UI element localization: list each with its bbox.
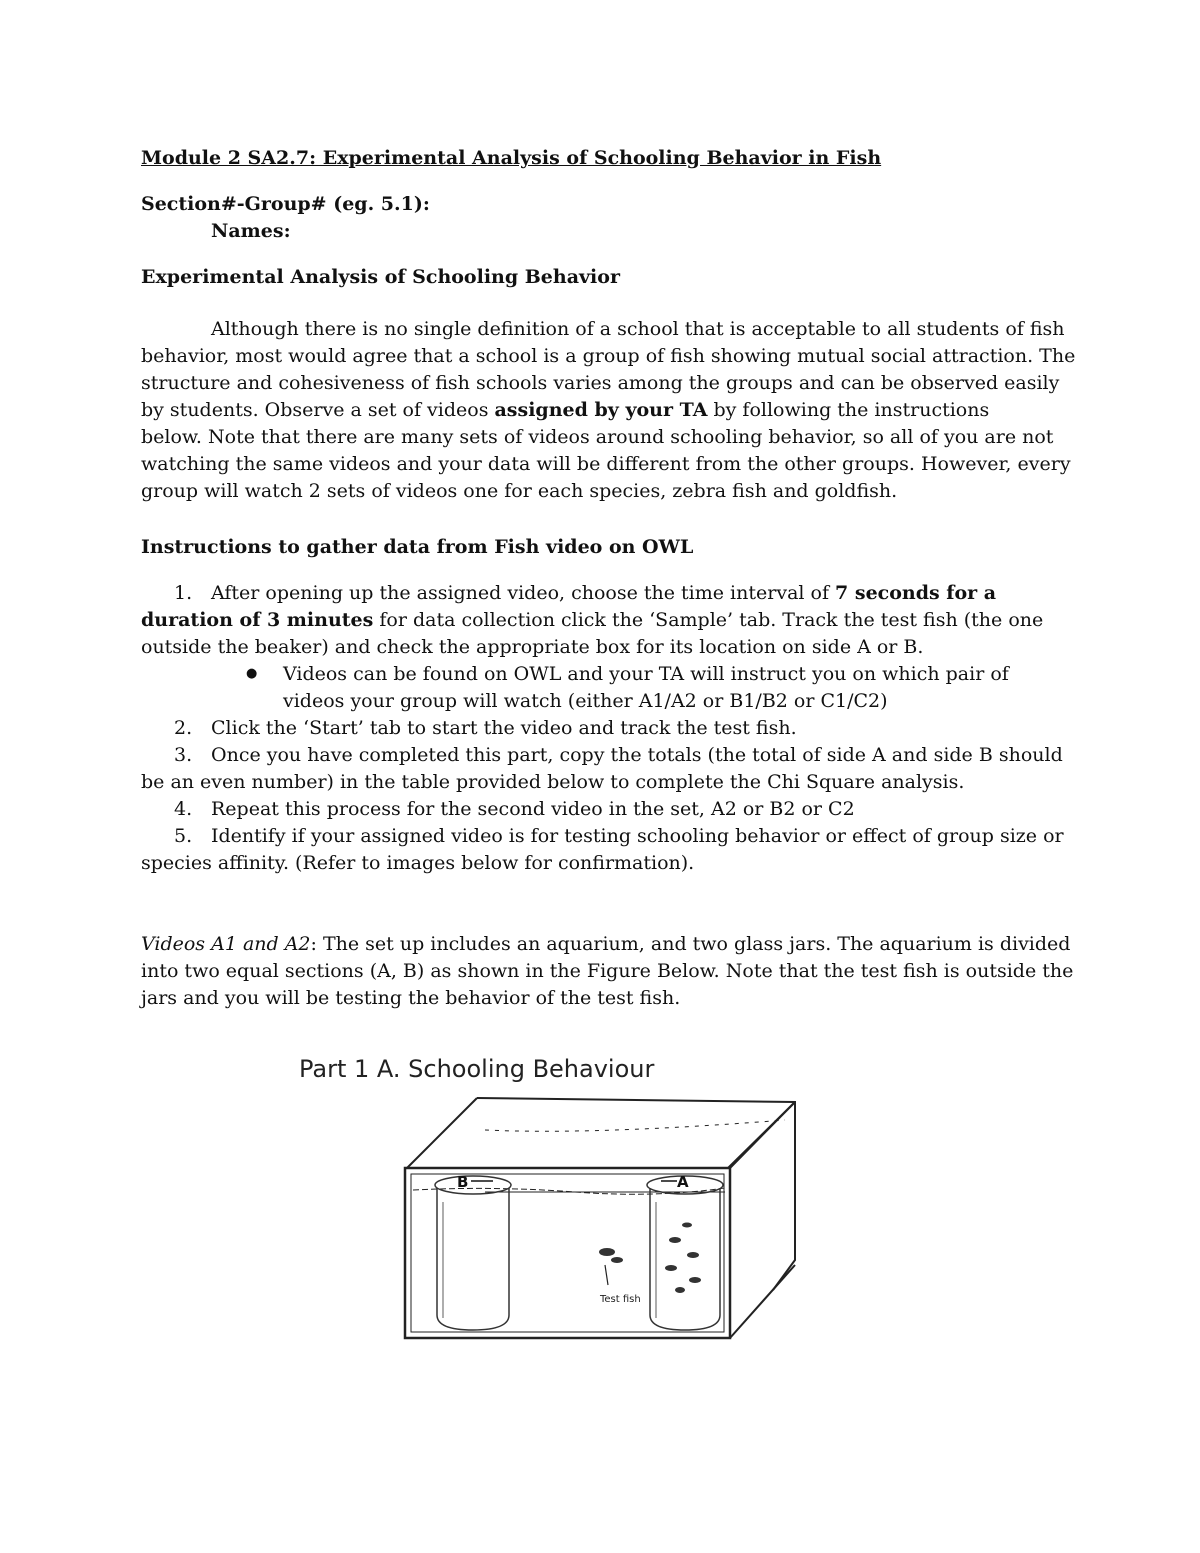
step5-line1: Identify if your assigned video is for testing schooling behavior or effect of group size or <box>211 825 1064 847</box>
step3-number: 3. <box>174 744 193 766</box>
document-title: Module 2 SA2.7: Experimental Analysis of Schooling Behavior in Fish <box>141 147 882 169</box>
para1-line4 <box>141 397 989 423</box>
step5-line2: species affinity. (Refer to images below for confirmation). <box>141 852 695 874</box>
figure-title: Part 1 A. Schooling Behaviour <box>299 1055 655 1083</box>
step1-line1 <box>211 580 996 606</box>
videos-line3: jars and you will be testing the behavior of the test fish. <box>141 987 681 1009</box>
para1-line4-c: by following the instructions <box>707 399 990 421</box>
step5-number: 5. <box>174 825 193 847</box>
para1-line4-a: by students. Observe a set of videos <box>141 399 495 421</box>
step1-text-d: for data collection click the ‘Sample’ tab. Track the test fish (the one <box>373 609 1044 631</box>
step1-number: 1. <box>174 582 193 604</box>
test-fish <box>599 1248 623 1263</box>
step1-line3: outside the beaker) and check the appropriate box for its location on side A or B. <box>141 636 924 658</box>
bullet-line2: videos your group will watch (either A1/A2 or B1/B2 or C1/C2) <box>283 690 888 712</box>
step1-text-a: After opening up the assigned video, choose the time interval of <box>211 582 836 604</box>
para1-line7: group will watch 2 sets of videos one for each species, zebra fish and goldfish. <box>141 480 898 502</box>
bullet-line1: Videos can be found on OWL and your TA will instruct you on which pair of <box>283 663 1009 685</box>
assigned-by-ta-emphasis: assigned by your TA <box>494 399 708 421</box>
step2-number: 2. <box>174 717 193 739</box>
para1-line6: watching the same videos and your data will be different from the other groups. However, every <box>141 453 1071 475</box>
step3-line1: Once you have completed this part, copy the totals (the total of side A and side B should <box>211 744 1063 766</box>
videos-line1 <box>141 931 1070 957</box>
jar-a <box>647 1176 723 1330</box>
test-fish-pointer <box>605 1265 608 1285</box>
label-a: A <box>677 1173 689 1191</box>
heading-instructions: Instructions to gather data from Fish video on OWL <box>141 536 694 558</box>
step1-interval-emphasis: 7 seconds for a <box>835 582 997 604</box>
step4-number: 4. <box>174 798 193 820</box>
aquarium-diagram <box>395 1090 815 1355</box>
aquarium-back-edge <box>477 1098 795 1290</box>
bullet-glyph: ● <box>246 666 258 681</box>
names-label: Names: <box>211 220 291 242</box>
videos-text1: : The set up includes an aquarium, and two glass jars. The aquarium is divided <box>310 933 1071 955</box>
step4-text: Repeat this process for the second video in the set, A2 or B2 or C2 <box>211 798 855 820</box>
step3-line2: be an even number) in the table provided below to complete the Chi Square analysis. <box>141 771 965 793</box>
step1-duration-emphasis: duration of 3 minutes <box>141 609 374 631</box>
jar-b <box>435 1176 511 1330</box>
para1-line5: below. Note that there are many sets of videos around schooling behavior, so all of you are not <box>141 426 1054 448</box>
heading-experimental-analysis: Experimental Analysis of Schooling Behavior <box>141 266 620 288</box>
section-group-label: Section#-Group# (eg. 5.1): <box>141 193 430 215</box>
videos-label: Videos A1 and A2 <box>141 933 311 955</box>
school-fish <box>665 1223 701 1294</box>
step2-text: Click the ‘Start’ tab to start the video and track the test fish. <box>211 717 797 739</box>
videos-line2: into two equal sections (A, B) as shown in the Figure Below. Note that the test fish is outside the <box>141 960 1074 982</box>
para1-line2: behavior, most would agree that a school is a group of fish showing mutual social attraction. The <box>141 345 1076 367</box>
label-b: B <box>457 1173 469 1191</box>
step1-line2 <box>141 607 1043 633</box>
para1-line1: Although there is no single definition of a school that is acceptable to all students of fish <box>211 318 1065 340</box>
test-fish-label: Test fish <box>600 1294 641 1305</box>
para1-line3: structure and cohesiveness of fish schools varies among the groups and can be observed easily <box>141 372 1060 394</box>
